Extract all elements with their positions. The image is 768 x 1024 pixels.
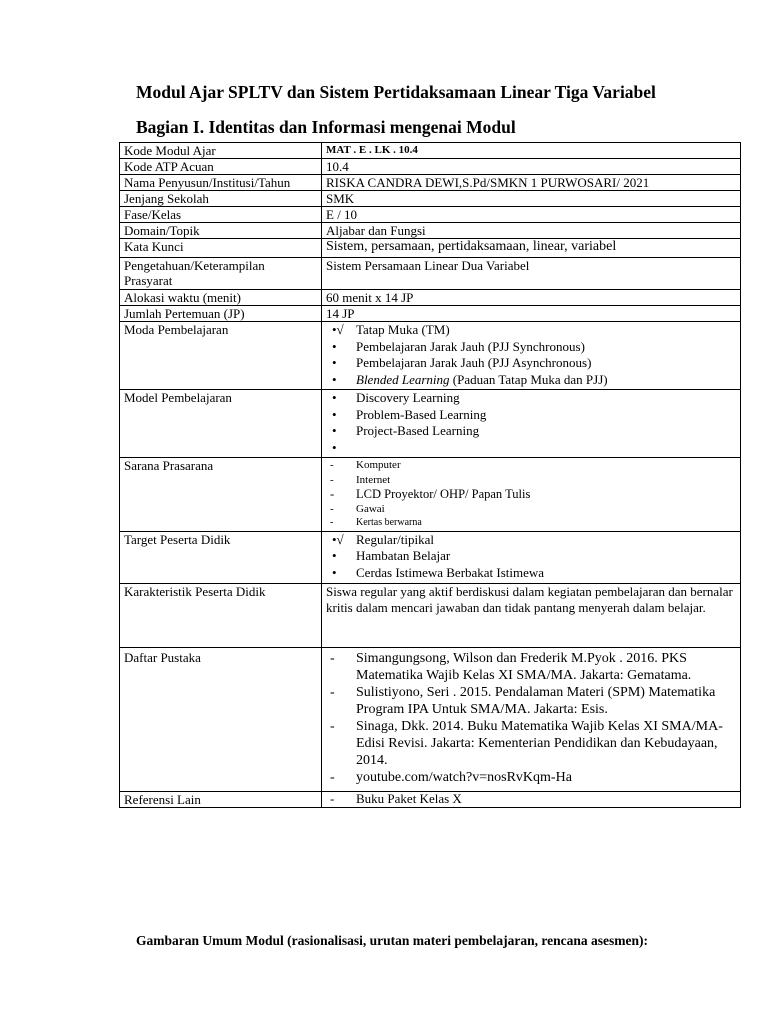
dash-mark: - bbox=[330, 718, 335, 734]
list-item bbox=[332, 565, 736, 582]
list-item bbox=[330, 792, 736, 807]
row-label: Fase/Kelas bbox=[120, 207, 322, 223]
row-value: E / 10 bbox=[322, 207, 741, 223]
moda-list bbox=[326, 322, 736, 388]
list-item-text: Cerdas Istimewa Berbakat Istimewa bbox=[356, 564, 545, 580]
dash-mark: - bbox=[330, 459, 334, 471]
list-item bbox=[330, 684, 736, 718]
row-label: Kode Modul Ajar bbox=[120, 143, 322, 159]
list-item-text: LCD Proyektor/ OHP/ Papan Tulis bbox=[356, 487, 531, 501]
bullet-mark: • bbox=[332, 439, 337, 455]
row-label: Nama Penyusun/Institusi/Tahun bbox=[120, 175, 322, 191]
dash-mark: - bbox=[330, 487, 335, 501]
row-label: Model Pembelajaran bbox=[120, 390, 322, 458]
list-item bbox=[332, 322, 736, 339]
row-value: Aljabar dan Fungsi bbox=[322, 223, 741, 239]
row-value bbox=[322, 531, 741, 583]
list-item bbox=[330, 473, 736, 488]
list-item-rest: (Paduan Tatap Muka dan PJJ) bbox=[449, 371, 608, 387]
row-label: Sarana Prasarana bbox=[120, 458, 322, 532]
row-value: 10.4 bbox=[322, 159, 741, 175]
row-label bbox=[120, 258, 322, 290]
row-label: Target Peserta Didik bbox=[120, 531, 322, 583]
row-value: SMK bbox=[322, 191, 741, 207]
table-row bbox=[120, 207, 741, 223]
bullet-mark: • bbox=[332, 390, 337, 405]
table-row bbox=[120, 458, 741, 532]
section-heading: Bagian I. Identitas dan Informasi mengenai Modul bbox=[136, 117, 516, 137]
dash-mark: - bbox=[330, 650, 335, 666]
bullet-mark: • bbox=[332, 423, 337, 438]
table-row bbox=[120, 791, 741, 807]
table-row bbox=[120, 159, 741, 175]
list-item-text: Kertas berwarna bbox=[356, 517, 422, 528]
list-item-text: Internet bbox=[356, 473, 391, 486]
table-row bbox=[120, 322, 741, 390]
list-item bbox=[330, 458, 736, 473]
list-item bbox=[332, 423, 736, 440]
list-item-text: Gawai bbox=[356, 502, 385, 515]
italic-term: Blended Learning bbox=[356, 371, 450, 387]
list-item bbox=[330, 769, 736, 786]
table-row bbox=[120, 531, 741, 583]
list-item-text: Sinaga, Dkk. 2014. Buku Matematika Wajib Kelas XI SMA/MA- Edisi Revisi. Jakarta: Kementerian Pendidikan dan Kebudayaan, 2014. bbox=[356, 718, 723, 768]
bullet-mark: • bbox=[332, 371, 337, 387]
list-item bbox=[332, 440, 736, 457]
row-label: Daftar Pustaka bbox=[120, 647, 322, 791]
bullet-mark: • bbox=[332, 564, 337, 580]
row-label-line: Prasyarat bbox=[124, 273, 173, 288]
section-heading-overview: Gambaran Umum Modul (rasionalisasi, urutan materi pembelajaran, rencana asesmen): bbox=[136, 933, 648, 948]
list-item bbox=[332, 532, 736, 549]
document-title: Modul Ajar SPLTV dan Sistem Pertidaksamaan Linear Tiga Variabel bbox=[136, 82, 656, 102]
row-value: 14 JP bbox=[322, 306, 741, 322]
list-item-text: Komputer bbox=[356, 459, 401, 471]
row-label: Jumlah Pertemuan (JP) bbox=[120, 306, 322, 322]
bullet-mark: • bbox=[332, 355, 337, 370]
list-item bbox=[330, 650, 736, 684]
row-value bbox=[322, 791, 741, 807]
pustaka-list bbox=[326, 648, 736, 786]
dash-mark: - bbox=[330, 684, 335, 700]
row-value: Siswa regular yang aktif berdiskusi dalam kegiatan pembelajaran dan bernalar kritis dalam mencari jawaban dan tidak pantang menyerah dalam belajar. bbox=[322, 583, 741, 647]
list-item bbox=[332, 407, 736, 424]
table-row bbox=[120, 223, 741, 239]
dash-mark: - bbox=[330, 790, 335, 806]
target-list bbox=[326, 532, 736, 582]
row-value: RISKA CANDRA DEWI,S.Pd/SMKN 1 PURWOSARI/ 2021 bbox=[322, 175, 741, 191]
row-value: 60 menit x 14 JP bbox=[322, 290, 741, 306]
row-label: Kode ATP Acuan bbox=[120, 159, 322, 175]
list-item bbox=[332, 390, 736, 407]
row-label: Moda Pembelajaran bbox=[120, 322, 322, 390]
table-row bbox=[120, 583, 741, 647]
list-item bbox=[332, 372, 736, 389]
table-row bbox=[120, 258, 741, 290]
row-value: Sistem, persamaan, pertidaksamaan, linear, variabel bbox=[322, 239, 741, 258]
list-item bbox=[330, 718, 736, 769]
list-item-text: Project-Based Learning bbox=[356, 423, 480, 438]
list-item bbox=[332, 548, 736, 565]
dash-mark: - bbox=[330, 502, 334, 515]
table-row bbox=[120, 306, 741, 322]
dash-mark: - bbox=[330, 473, 334, 486]
table-row bbox=[120, 290, 741, 306]
table-row bbox=[120, 143, 741, 159]
row-value bbox=[322, 322, 741, 390]
list-item-text: Problem-Based Learning bbox=[356, 406, 487, 422]
table-row bbox=[120, 191, 741, 207]
checkbox-mark: •√ bbox=[332, 322, 344, 337]
bullet-mark: • bbox=[332, 548, 337, 563]
dash-mark: - bbox=[330, 517, 334, 528]
row-value: MAT . E . LK . 10.4 bbox=[322, 143, 741, 159]
referensi-list bbox=[326, 792, 736, 807]
row-label: Referensi Lain bbox=[120, 791, 322, 807]
list-item-text: Discovery Learning bbox=[356, 390, 460, 405]
row-label: Domain/Topik bbox=[120, 223, 322, 239]
table-row bbox=[120, 239, 741, 258]
table-row bbox=[120, 647, 741, 791]
dash-mark: - bbox=[330, 769, 335, 785]
table-row bbox=[120, 390, 741, 458]
list-item-text: Sulistiyono, Seri . 2015. Pendalaman Materi (SPM) Matematika Program IPA Untuk SMA/MA. Jakarta: Esis. bbox=[356, 684, 716, 717]
row-label: Kata Kunci bbox=[120, 239, 322, 258]
checkbox-mark: •√ bbox=[332, 531, 344, 547]
list-item bbox=[332, 355, 736, 372]
row-label-line: Pengetahuan/Keterampilan bbox=[124, 258, 265, 273]
list-item-text: Tatap Muka (TM) bbox=[356, 322, 450, 337]
list-item bbox=[330, 502, 736, 517]
model-list bbox=[326, 390, 736, 456]
list-item-text: Simangungsong, Wilson dan Frederik M.Pyok . 2016. PKS Matematika Wajib Kelas XI SMA/MA. Jakarta: Gematama. bbox=[356, 650, 692, 683]
module-info-table bbox=[119, 142, 741, 808]
list-item-text bbox=[356, 372, 608, 389]
row-value: Sistem Persamaan Linear Dua Variabel bbox=[322, 258, 741, 290]
row-value bbox=[322, 390, 741, 458]
row-value bbox=[322, 647, 741, 791]
list-item-text: Hambatan Belajar bbox=[356, 548, 451, 563]
list-item-text: Buku Paket Kelas X bbox=[356, 790, 462, 806]
row-value bbox=[322, 458, 741, 532]
list-item-text: youtube.com/watch?v=nosRvKqm-Ha bbox=[356, 769, 572, 785]
list-item bbox=[332, 339, 736, 356]
list-item bbox=[330, 487, 736, 502]
row-label: Karakteristik Peserta Didik bbox=[120, 583, 322, 647]
table-row bbox=[120, 175, 741, 191]
row-label: Alokasi waktu (menit) bbox=[120, 290, 322, 306]
row-label: Jenjang Sekolah bbox=[120, 191, 322, 207]
list-item bbox=[330, 516, 736, 531]
sarana-list bbox=[326, 458, 736, 531]
list-item-text: Regular/tipikal bbox=[356, 531, 434, 547]
list-item-text: Pembelajaran Jarak Jauh (PJJ Synchronous) bbox=[356, 338, 585, 354]
bullet-mark: • bbox=[332, 406, 337, 422]
list-item-text: Pembelajaran Jarak Jauh (PJJ Asynchronous) bbox=[356, 355, 592, 370]
bullet-mark: • bbox=[332, 338, 337, 354]
